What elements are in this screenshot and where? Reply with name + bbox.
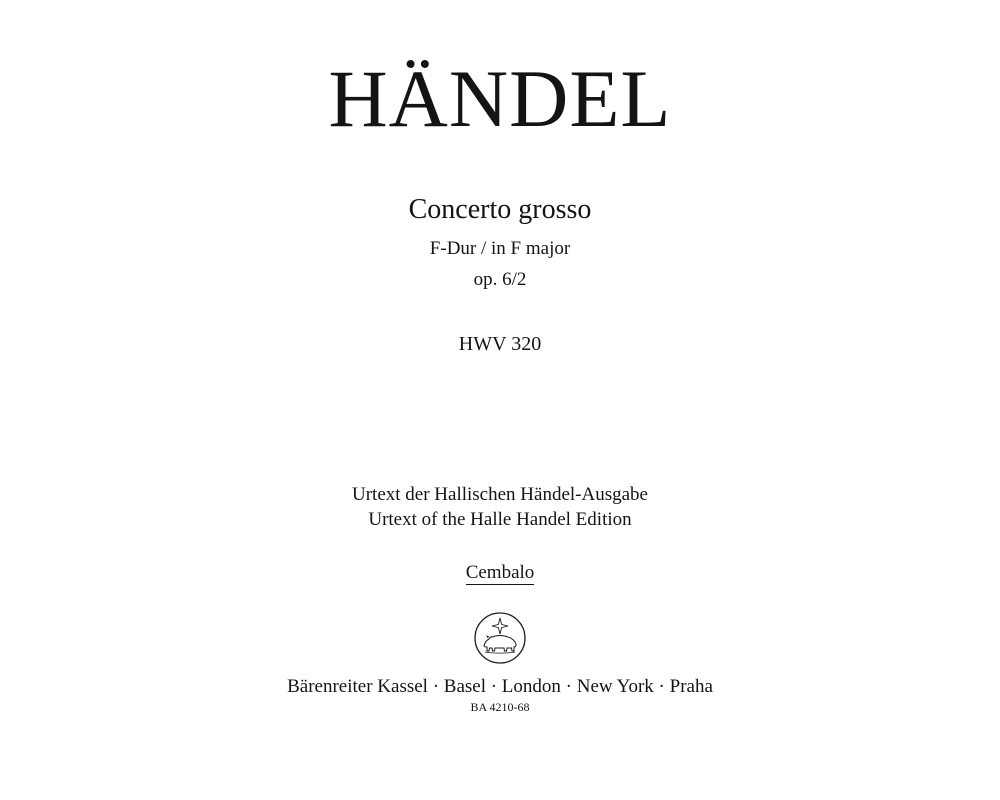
catalogue-number: HWV 320 [458, 333, 542, 355]
edition-line-english: Urtext of the Halle Handel Edition [368, 509, 632, 530]
opus-number: op. 6/2 [473, 269, 527, 290]
order-number: BA 4210-68 [470, 700, 530, 714]
work-key: F-Dur / in F major [429, 238, 571, 259]
part-label: Cembalo [465, 562, 535, 583]
work-title: Concerto grosso [408, 194, 592, 225]
publisher-logo-icon [473, 611, 527, 665]
part-name [0, 563, 1000, 585]
publisher-places: Bärenreiter Kassel · Basel · London · New York · Praha [287, 676, 713, 697]
edition-line-german: Urtext der Hallischen Händel-Ausgabe [352, 484, 648, 505]
composer-name: HÄNDEL [328, 53, 672, 144]
